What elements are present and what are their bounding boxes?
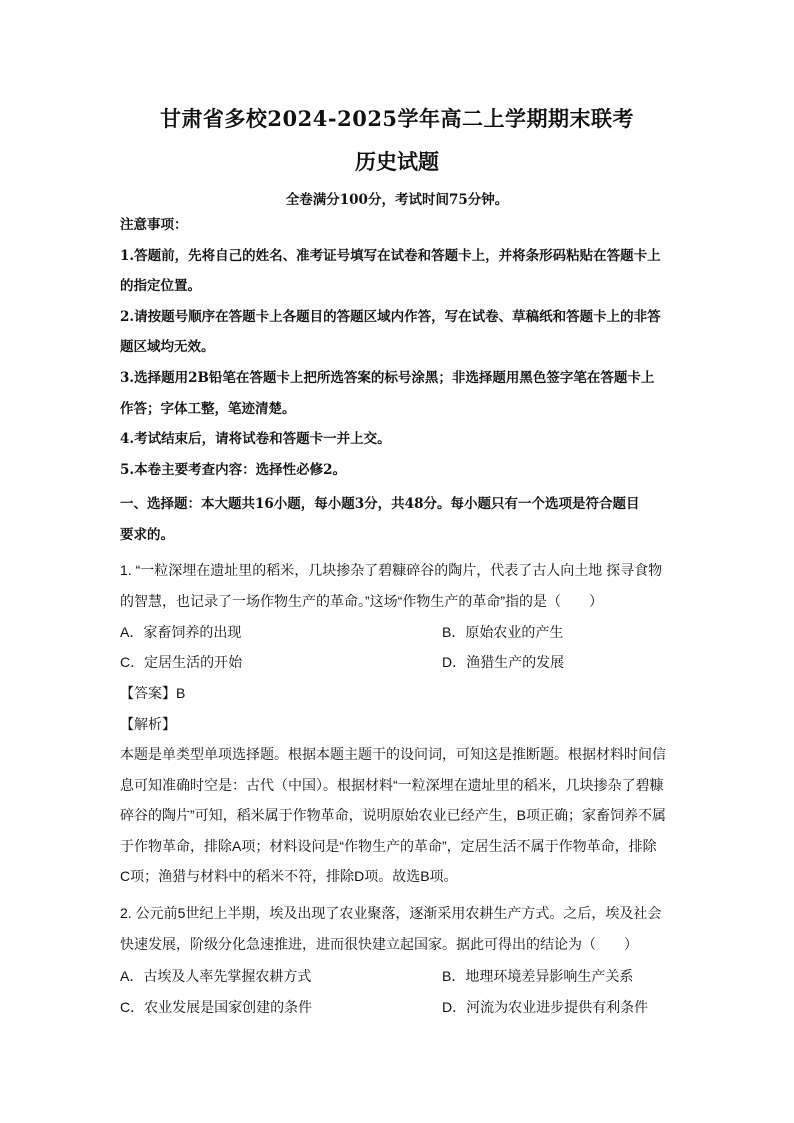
question-2-option-b: B．地理环境差异影响生产关系 <box>442 968 634 984</box>
notes-line: 题区域均无效。 <box>120 339 215 356</box>
question-1-option-d: D．渔猎生产的发展 <box>442 654 565 670</box>
question-1-answer: 【答案】B <box>120 685 186 701</box>
question-1-analysis <box>120 739 680 892</box>
exam-meta: 全卷满分100分，考试时间75分钟。 <box>285 192 509 208</box>
question-2-stem <box>120 898 680 959</box>
notes-line: 作答；字体工整，笔迹清楚。 <box>120 400 296 417</box>
notes-line: 3.选择题用2B铅笔在答题卡上把所选答案的标号涂黑；非选择题用黑色签字笔在答题卡上 <box>120 369 655 386</box>
question-1-option-b: B．原始农业的产生 <box>442 624 564 640</box>
question-2-options-row <box>120 961 680 991</box>
question-stem-line: 1. “一粒深埋在遗址里的稻米，几块掺杂了碧糠碎谷的陶片，代表了古人向土地 探寻食物 <box>120 562 663 578</box>
question-1-analysis-label: 【解析】 <box>120 716 176 732</box>
notes-line: 1.答题前，先将自己的姓名、准考证号填写在试卷和答题卡上，并将条形码粘贴在答题卡上 <box>120 247 661 264</box>
question-stem-line: 快速发展，阶级分化急速推进，进而很快建立起国家。据此可得出的结论为（ ） <box>120 935 638 952</box>
question-stem-line: 的智慧，也记录了一场作物生产的革命。”这场“作物生产的革命”指的是（ ） <box>120 592 603 609</box>
notes-heading: 注意事项： <box>120 217 188 233</box>
notes-line: 4.考试结束后，请将试卷和答题卡一并上交。 <box>120 431 391 448</box>
exam-subject-title: 历史试题 <box>355 149 439 174</box>
analysis-line: 于作物革命，排除A项；材料设问是“作物生产的革命”，定居生活不属于作物革命，排除 <box>120 837 657 854</box>
analysis-line: 碎谷的陶片”可知，稻米属于作物革命，说明原始农业已经产生，B项正确；家畜饲养不属 <box>120 807 666 824</box>
analysis-line: 本题是单类型单项选择题。根据本题主题干的设问词，可知这是推断题。根据材料时间信 <box>120 746 666 762</box>
analysis-line: C项；渔猎与材料中的稻米不符，排除D项。故选B项。 <box>120 868 458 885</box>
question-1-stem <box>120 555 680 616</box>
question-2-option-d: D．河流为农业进步提供有利条件 <box>442 999 649 1015</box>
question-stem-line: 2. 公元前5世纪上半期，埃及出现了农业聚落，逐渐采用农耕生产方式。之后，埃及社会 <box>120 905 662 921</box>
question-2-option-a: A．古埃及人率先掌握农耕方式 <box>120 968 312 984</box>
notes-line: 的指定位置。 <box>120 278 201 295</box>
exam-title: 甘肃省多校2024-2025学年高二上学期期末联考 <box>159 106 635 131</box>
question-1-option-c: C．定居生活的开始 <box>120 654 243 670</box>
notes-line: 2.请按题号顺序在答题卡上各题目的答题区域内作答，写在试卷、草稿纸和答题卡上的非答 <box>120 308 661 325</box>
question-2-options-row <box>120 992 680 1022</box>
section-heading-line: 要求的。 <box>120 526 174 543</box>
question-1-options-row <box>120 647 680 677</box>
question-1-options-row <box>120 617 680 647</box>
notes-section <box>120 210 680 485</box>
section-heading <box>120 489 680 550</box>
question-2-option-c: C．农业发展是国家创建的条件 <box>120 999 313 1015</box>
section-heading-line: 一、选择题：本大题共16小题，每小题3分，共48分。每小题只有一个选项是符合题目 <box>120 496 640 512</box>
question-1-option-a: A．家畜饲养的出现 <box>120 624 242 640</box>
notes-line: 5.本卷主要考查内容：选择性必修2。 <box>120 461 346 478</box>
analysis-line: 息可知准确时空是：古代（中国）。根据材料“一粒深埋在遗址里的稻米，几块掺杂了碧糠 <box>120 776 664 793</box>
